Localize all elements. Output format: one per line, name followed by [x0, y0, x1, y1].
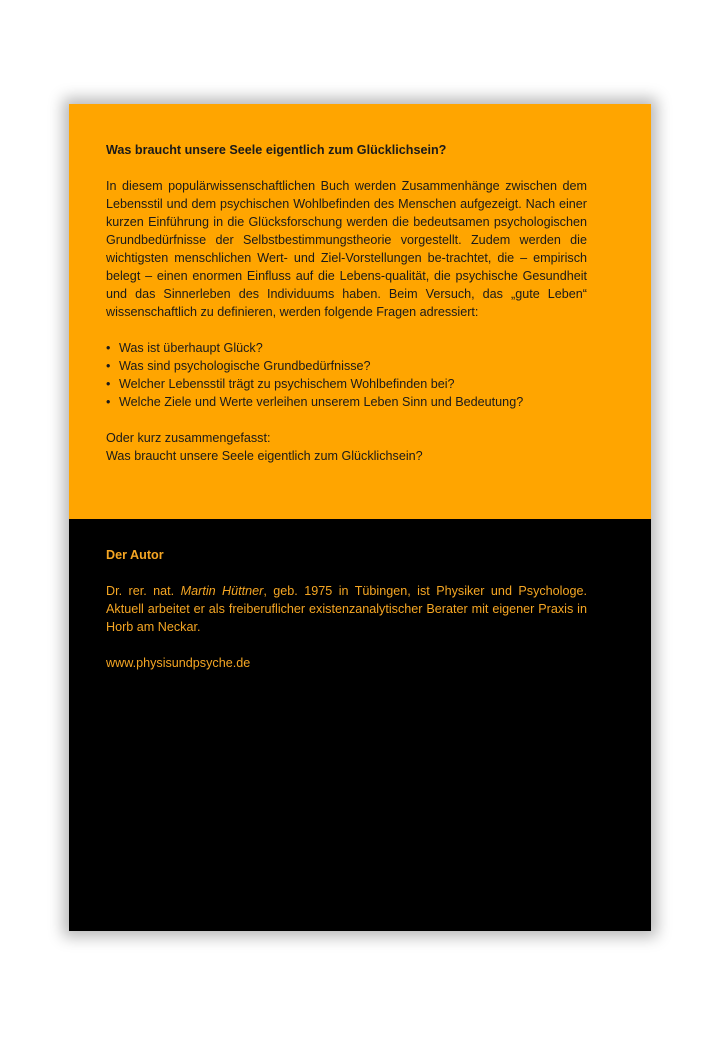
question-list: [106, 339, 587, 411]
summary-question: Was braucht unsere Seele eigentlich zum Glücklichsein?: [106, 449, 423, 463]
description-content: [106, 141, 587, 465]
author-website-link[interactable]: www.physisundpsyche.de: [106, 656, 251, 670]
bullet-icon: •: [106, 359, 111, 373]
book-back-cover: [69, 104, 651, 931]
question-item: [106, 357, 587, 375]
question-text: Welcher Lebensstil trägt zu psychischem Wohlbefinden bei?: [119, 377, 455, 391]
question-item: [106, 339, 587, 357]
question-text: Was sind psychologische Grundbedürfnisse?: [119, 359, 371, 373]
bullet-icon: •: [106, 395, 111, 409]
question-item: [106, 393, 587, 411]
author-content: [106, 546, 587, 672]
author-bio-text: , geb. 1975 in Tübingen, ist Physiker und Psychologe. Aktuell arbeitet er als freiberuflicher existenzanalytischer Berater mit eigener Praxis in Horb am Neckar.: [106, 584, 587, 634]
description-paragraph: In diesem populärwissenschaftlichen Buch werden Zusammenhänge zwischen dem Lebensstil und dem psychischen Wohlbefinden des Menschen aufgezeigt. Nach einer kurzen Einführung in die Glücksforschung werden die bedeutsamen psychologischen Grundbedürfnisse der Selbstbestimmungstheorie vorgestellt. Zudem werden die wichtigsten menschlichen Wert- und Ziel-Vorstellungen be-trachtet, die – empirisch belegt – einen enormen Einfluss auf die Lebens-qualität, die psychische Gesundheit und das Sinnerleben des Individuums haben. Beim Versuch, das „gute Leben“ wissenschaftlich zu definieren, werden folgende Fragen adressiert:: [106, 179, 587, 319]
author-name: Martin Hüttner: [180, 584, 264, 598]
question-item: [106, 375, 587, 393]
author-bio: [106, 582, 587, 636]
description-panel: [69, 104, 651, 519]
summary-label: Oder kurz zusammengefasst:: [106, 431, 271, 445]
question-text: Welche Ziele und Werte verleihen unserem Leben Sinn und Bedeutung?: [119, 395, 524, 409]
bullet-icon: •: [106, 377, 111, 391]
bullet-icon: •: [106, 341, 111, 355]
description-heading: Was braucht unsere Seele eigentlich zum Glücklichsein?: [106, 143, 447, 157]
question-text: Was ist überhaupt Glück?: [119, 341, 263, 355]
author-panel: [69, 519, 651, 931]
author-title: Dr. rer. nat.: [106, 584, 181, 598]
author-heading: Der Autor: [106, 548, 164, 562]
